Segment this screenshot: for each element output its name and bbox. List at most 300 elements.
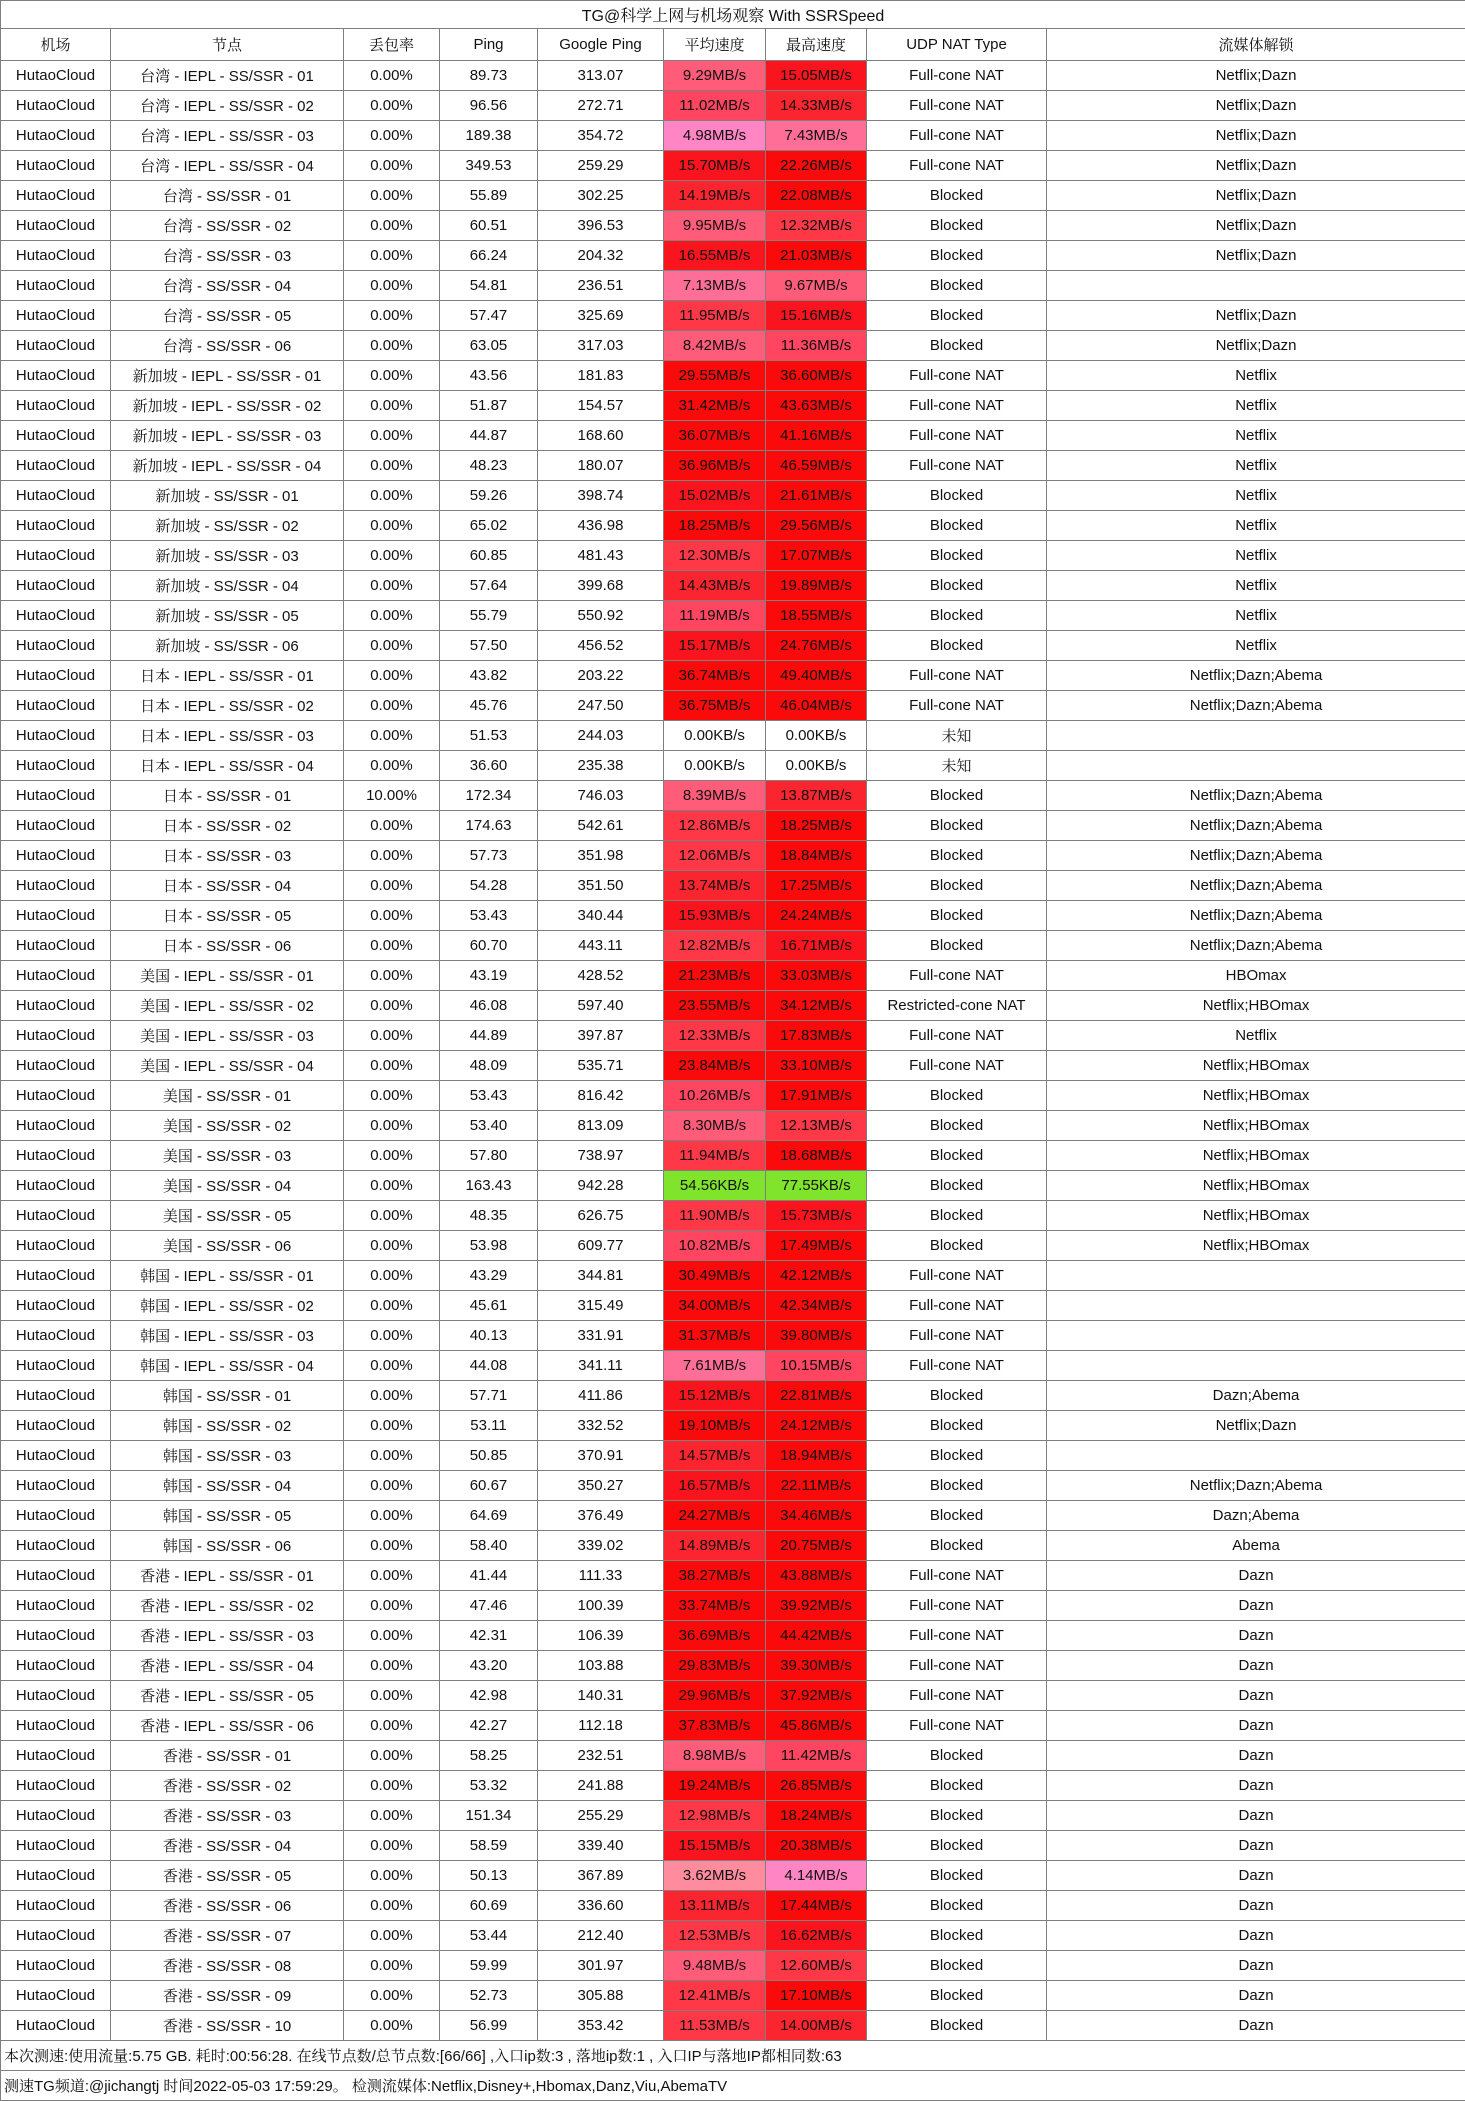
cell-udp-nat-type: Blocked [867, 1441, 1047, 1471]
table-row [1, 721, 1465, 751]
cell-node: 台湾 - IEPL - SS/SSR - 04 [111, 151, 344, 181]
cell-airport: HutaoCloud [1, 1741, 111, 1771]
cell-max-speed: 16.71MB/s [766, 931, 867, 961]
table-row [1, 1171, 1465, 1201]
cell-node: 日本 - SS/SSR - 01 [111, 781, 344, 811]
header-row [1, 29, 1465, 61]
cell-avg-speed: 23.84MB/s [664, 1051, 766, 1081]
cell-avg-speed: 14.57MB/s [664, 1441, 766, 1471]
cell-avg-speed: 11.90MB/s [664, 1201, 766, 1231]
table-row [1, 211, 1465, 241]
cell-udp-nat-type: Blocked [867, 1861, 1047, 1891]
cell-avg-speed: 4.98MB/s [664, 121, 766, 151]
cell-media-unlock: Dazn [1047, 1861, 1465, 1891]
cell-google-ping: 331.91 [538, 1321, 664, 1351]
cell-max-speed: 49.40MB/s [766, 661, 867, 691]
cell-airport: HutaoCloud [1, 1201, 111, 1231]
cell-node: 日本 - SS/SSR - 06 [111, 931, 344, 961]
table-row [1, 811, 1465, 841]
cell-ping: 58.40 [440, 1531, 538, 1561]
cell-node: 香港 - SS/SSR - 07 [111, 1921, 344, 1951]
cell-airport: HutaoCloud [1, 1921, 111, 1951]
cell-packet-loss: 0.00% [344, 1801, 440, 1831]
table-row [1, 61, 1465, 91]
cell-ping: 50.85 [440, 1441, 538, 1471]
cell-node: 新加坡 - IEPL - SS/SSR - 01 [111, 361, 344, 391]
cell-udp-nat-type: Blocked [867, 1741, 1047, 1771]
cell-packet-loss: 0.00% [344, 1381, 440, 1411]
cell-udp-nat-type: Blocked [867, 811, 1047, 841]
cell-avg-speed: 12.82MB/s [664, 931, 766, 961]
cell-media-unlock: Dazn;Abema [1047, 1381, 1465, 1411]
cell-udp-nat-type: 未知 [867, 721, 1047, 751]
table-row [1, 1441, 1465, 1471]
table-row [1, 1771, 1465, 1801]
cell-avg-speed: 11.19MB/s [664, 601, 766, 631]
cell-avg-speed: 19.24MB/s [664, 1771, 766, 1801]
cell-airport: HutaoCloud [1, 2011, 111, 2041]
cell-airport: HutaoCloud [1, 481, 111, 511]
cell-ping: 42.31 [440, 1621, 538, 1651]
cell-media-unlock [1047, 1351, 1465, 1381]
cell-ping: 36.60 [440, 751, 538, 781]
cell-avg-speed: 0.00KB/s [664, 721, 766, 751]
cell-media-unlock: Netflix [1047, 481, 1465, 511]
cell-packet-loss: 0.00% [344, 1201, 440, 1231]
cell-udp-nat-type: Restricted-cone NAT [867, 991, 1047, 1021]
column-header-media-unlock: 流媒体解锁 [1047, 29, 1465, 61]
cell-packet-loss: 0.00% [344, 1591, 440, 1621]
cell-max-speed: 17.83MB/s [766, 1021, 867, 1051]
cell-media-unlock: Netflix;Dazn [1047, 1411, 1465, 1441]
cell-airport: HutaoCloud [1, 451, 111, 481]
table-row [1, 1201, 1465, 1231]
cell-airport: HutaoCloud [1, 1321, 111, 1351]
cell-node: 香港 - IEPL - SS/SSR - 01 [111, 1561, 344, 1591]
cell-airport: HutaoCloud [1, 1501, 111, 1531]
cell-google-ping: 232.51 [538, 1741, 664, 1771]
cell-udp-nat-type: Blocked [867, 1471, 1047, 1501]
cell-packet-loss: 0.00% [344, 931, 440, 961]
cell-google-ping: 344.81 [538, 1261, 664, 1291]
cell-packet-loss: 0.00% [344, 1681, 440, 1711]
cell-packet-loss: 0.00% [344, 211, 440, 241]
cell-node: 韩国 - SS/SSR - 01 [111, 1381, 344, 1411]
cell-media-unlock: Netflix [1047, 601, 1465, 631]
cell-ping: 45.76 [440, 691, 538, 721]
cell-media-unlock [1047, 1321, 1465, 1351]
cell-ping: 45.61 [440, 1291, 538, 1321]
cell-google-ping: 353.42 [538, 2011, 664, 2041]
cell-ping: 53.44 [440, 1921, 538, 1951]
cell-node: 美国 - SS/SSR - 04 [111, 1171, 344, 1201]
cell-airport: HutaoCloud [1, 571, 111, 601]
cell-avg-speed: 15.12MB/s [664, 1381, 766, 1411]
cell-airport: HutaoCloud [1, 1711, 111, 1741]
cell-avg-speed: 36.96MB/s [664, 451, 766, 481]
cell-udp-nat-type: Full-cone NAT [867, 1291, 1047, 1321]
cell-node: 日本 - IEPL - SS/SSR - 04 [111, 751, 344, 781]
cell-ping: 40.13 [440, 1321, 538, 1351]
cell-media-unlock: Dazn [1047, 1591, 1465, 1621]
cell-node: 日本 - SS/SSR - 03 [111, 841, 344, 871]
cell-media-unlock: Netflix;Dazn [1047, 121, 1465, 151]
cell-udp-nat-type: Full-cone NAT [867, 661, 1047, 691]
cell-google-ping: 244.03 [538, 721, 664, 751]
cell-airport: HutaoCloud [1, 841, 111, 871]
cell-media-unlock: Netflix;HBOmax [1047, 1201, 1465, 1231]
cell-packet-loss: 0.00% [344, 181, 440, 211]
cell-google-ping: 255.29 [538, 1801, 664, 1831]
cell-airport: HutaoCloud [1, 1801, 111, 1831]
cell-airport: HutaoCloud [1, 931, 111, 961]
cell-max-speed: 20.38MB/s [766, 1831, 867, 1861]
cell-google-ping: 339.02 [538, 1531, 664, 1561]
table-row [1, 151, 1465, 181]
cell-airport: HutaoCloud [1, 1531, 111, 1561]
cell-airport: HutaoCloud [1, 541, 111, 571]
cell-google-ping: 398.74 [538, 481, 664, 511]
cell-udp-nat-type: Blocked [867, 1801, 1047, 1831]
cell-node: 台湾 - SS/SSR - 01 [111, 181, 344, 211]
cell-ping: 50.13 [440, 1861, 538, 1891]
cell-airport: HutaoCloud [1, 631, 111, 661]
cell-packet-loss: 0.00% [344, 1831, 440, 1861]
cell-google-ping: 301.97 [538, 1951, 664, 1981]
cell-avg-speed: 36.69MB/s [664, 1621, 766, 1651]
cell-packet-loss: 0.00% [344, 601, 440, 631]
cell-udp-nat-type: Full-cone NAT [867, 1711, 1047, 1741]
cell-max-speed: 46.04MB/s [766, 691, 867, 721]
cell-packet-loss: 0.00% [344, 661, 440, 691]
cell-avg-speed: 37.83MB/s [664, 1711, 766, 1741]
cell-media-unlock: Netflix [1047, 571, 1465, 601]
cell-airport: HutaoCloud [1, 781, 111, 811]
cell-node: 台湾 - SS/SSR - 05 [111, 301, 344, 331]
cell-node: 新加坡 - IEPL - SS/SSR - 03 [111, 421, 344, 451]
table-row [1, 571, 1465, 601]
cell-airport: HutaoCloud [1, 1111, 111, 1141]
column-header-packet-loss: 丢包率 [344, 29, 440, 61]
cell-airport: HutaoCloud [1, 1291, 111, 1321]
column-header-node: 节点 [111, 29, 344, 61]
cell-udp-nat-type: Blocked [867, 1981, 1047, 2011]
cell-google-ping: 428.52 [538, 961, 664, 991]
cell-airport: HutaoCloud [1, 271, 111, 301]
cell-airport: HutaoCloud [1, 1681, 111, 1711]
cell-udp-nat-type: Blocked [867, 331, 1047, 361]
cell-airport: HutaoCloud [1, 421, 111, 451]
cell-google-ping: 313.07 [538, 61, 664, 91]
cell-packet-loss: 0.00% [344, 1861, 440, 1891]
cell-google-ping: 341.11 [538, 1351, 664, 1381]
table-row [1, 901, 1465, 931]
cell-google-ping: 272.71 [538, 91, 664, 121]
cell-udp-nat-type: Blocked [867, 901, 1047, 931]
cell-airport: HutaoCloud [1, 1351, 111, 1381]
cell-ping: 43.20 [440, 1651, 538, 1681]
cell-google-ping: 550.92 [538, 601, 664, 631]
cell-node: 美国 - IEPL - SS/SSR - 01 [111, 961, 344, 991]
cell-google-ping: 325.69 [538, 301, 664, 331]
cell-ping: 59.26 [440, 481, 538, 511]
cell-google-ping: 367.89 [538, 1861, 664, 1891]
cell-max-speed: 37.92MB/s [766, 1681, 867, 1711]
cell-media-unlock: Dazn [1047, 1681, 1465, 1711]
cell-udp-nat-type: Blocked [867, 1141, 1047, 1171]
cell-google-ping: 351.50 [538, 871, 664, 901]
cell-max-speed: 22.08MB/s [766, 181, 867, 211]
cell-node: 香港 - SS/SSR - 01 [111, 1741, 344, 1771]
cell-media-unlock [1047, 751, 1465, 781]
cell-ping: 57.64 [440, 571, 538, 601]
cell-max-speed: 22.11MB/s [766, 1471, 867, 1501]
cell-ping: 174.63 [440, 811, 538, 841]
cell-avg-speed: 12.86MB/s [664, 811, 766, 841]
cell-node: 美国 - SS/SSR - 02 [111, 1111, 344, 1141]
cell-airport: HutaoCloud [1, 391, 111, 421]
cell-ping: 189.38 [440, 121, 538, 151]
cell-google-ping: 111.33 [538, 1561, 664, 1591]
cell-packet-loss: 0.00% [344, 121, 440, 151]
cell-packet-loss: 0.00% [344, 1501, 440, 1531]
cell-packet-loss: 0.00% [344, 871, 440, 901]
cell-packet-loss: 0.00% [344, 961, 440, 991]
cell-avg-speed: 34.00MB/s [664, 1291, 766, 1321]
cell-node: 美国 - SS/SSR - 05 [111, 1201, 344, 1231]
cell-google-ping: 339.40 [538, 1831, 664, 1861]
report-title: TG@科学上网与机场观察 With SSRSpeed [1, 1, 1465, 29]
cell-node: 香港 - SS/SSR - 10 [111, 2011, 344, 2041]
cell-node: 日本 - SS/SSR - 05 [111, 901, 344, 931]
cell-max-speed: 21.61MB/s [766, 481, 867, 511]
cell-avg-speed: 54.56KB/s [664, 1171, 766, 1201]
cell-node: 新加坡 - SS/SSR - 01 [111, 481, 344, 511]
cell-packet-loss: 0.00% [344, 1111, 440, 1141]
cell-udp-nat-type: Blocked [867, 871, 1047, 901]
cell-airport: HutaoCloud [1, 1561, 111, 1591]
cell-node: 韩国 - SS/SSR - 06 [111, 1531, 344, 1561]
table-row [1, 961, 1465, 991]
cell-max-speed: 18.25MB/s [766, 811, 867, 841]
cell-media-unlock: Netflix;HBOmax [1047, 1141, 1465, 1171]
table-row [1, 331, 1465, 361]
cell-packet-loss: 0.00% [344, 1741, 440, 1771]
cell-packet-loss: 0.00% [344, 631, 440, 661]
cell-max-speed: 17.44MB/s [766, 1891, 867, 1921]
cell-media-unlock: Netflix;Dazn;Abema [1047, 871, 1465, 901]
cell-udp-nat-type: Blocked [867, 1201, 1047, 1231]
cell-ping: 53.11 [440, 1411, 538, 1441]
cell-airport: HutaoCloud [1, 1411, 111, 1441]
cell-airport: HutaoCloud [1, 511, 111, 541]
cell-avg-speed: 31.42MB/s [664, 391, 766, 421]
table-row [1, 1621, 1465, 1651]
cell-ping: 60.70 [440, 931, 538, 961]
cell-google-ping: 738.97 [538, 1141, 664, 1171]
cell-avg-speed: 8.98MB/s [664, 1741, 766, 1771]
cell-airport: HutaoCloud [1, 1951, 111, 1981]
cell-avg-speed: 11.95MB/s [664, 301, 766, 331]
cell-node: 日本 - IEPL - SS/SSR - 01 [111, 661, 344, 691]
cell-udp-nat-type: Full-cone NAT [867, 361, 1047, 391]
table-row [1, 1381, 1465, 1411]
cell-ping: 60.85 [440, 541, 538, 571]
cell-google-ping: 332.52 [538, 1411, 664, 1441]
cell-node: 新加坡 - SS/SSR - 06 [111, 631, 344, 661]
cell-google-ping: 376.49 [538, 1501, 664, 1531]
cell-node: 美国 - IEPL - SS/SSR - 02 [111, 991, 344, 1021]
cell-media-unlock: Netflix [1047, 631, 1465, 661]
cell-avg-speed: 12.30MB/s [664, 541, 766, 571]
cell-packet-loss: 0.00% [344, 811, 440, 841]
cell-node: 香港 - IEPL - SS/SSR - 06 [111, 1711, 344, 1741]
summary-stats-text: 本次测速:使用流量:5.75 GB. 耗时:00:56:28. 在线节点数/总节点数:[66/66] ,入口ip数:3 , 落地ip数:1 , 入口IP与落地IP都相同数:63 [1, 2041, 1465, 2071]
cell-media-unlock: Abema [1047, 1531, 1465, 1561]
cell-max-speed: 4.14MB/s [766, 1861, 867, 1891]
cell-media-unlock: Netflix;HBOmax [1047, 1171, 1465, 1201]
cell-udp-nat-type: Full-cone NAT [867, 1261, 1047, 1291]
cell-udp-nat-type: Blocked [867, 781, 1047, 811]
cell-avg-speed: 12.41MB/s [664, 1981, 766, 2011]
cell-media-unlock: Netflix;Dazn [1047, 301, 1465, 331]
table-row [1, 661, 1465, 691]
cell-udp-nat-type: Full-cone NAT [867, 1651, 1047, 1681]
cell-ping: 58.59 [440, 1831, 538, 1861]
cell-node: 香港 - SS/SSR - 05 [111, 1861, 344, 1891]
cell-node: 台湾 - SS/SSR - 02 [111, 211, 344, 241]
cell-packet-loss: 0.00% [344, 1021, 440, 1051]
cell-media-unlock: Netflix;Dazn [1047, 181, 1465, 211]
table-row [1, 1951, 1465, 1981]
table-row [1, 871, 1465, 901]
cell-media-unlock: Netflix;HBOmax [1047, 1051, 1465, 1081]
cell-node: 韩国 - IEPL - SS/SSR - 02 [111, 1291, 344, 1321]
cell-node: 新加坡 - SS/SSR - 03 [111, 541, 344, 571]
cell-udp-nat-type: Blocked [867, 631, 1047, 661]
table-row [1, 1351, 1465, 1381]
cell-packet-loss: 0.00% [344, 271, 440, 301]
cell-packet-loss: 0.00% [344, 1981, 440, 2011]
cell-google-ping: 241.88 [538, 1771, 664, 1801]
cell-udp-nat-type: Full-cone NAT [867, 691, 1047, 721]
channel-row [1, 2071, 1465, 2101]
cell-node: 日本 - IEPL - SS/SSR - 02 [111, 691, 344, 721]
cell-udp-nat-type: Blocked [867, 301, 1047, 331]
cell-udp-nat-type: Blocked [867, 241, 1047, 271]
cell-airport: HutaoCloud [1, 961, 111, 991]
cell-max-speed: 33.10MB/s [766, 1051, 867, 1081]
cell-packet-loss: 0.00% [344, 541, 440, 571]
cell-avg-speed: 19.10MB/s [664, 1411, 766, 1441]
cell-max-speed: 15.16MB/s [766, 301, 867, 331]
cell-udp-nat-type: Blocked [867, 931, 1047, 961]
table-row [1, 1561, 1465, 1591]
cell-media-unlock [1047, 271, 1465, 301]
cell-packet-loss: 0.00% [344, 721, 440, 751]
cell-ping: 54.81 [440, 271, 538, 301]
cell-udp-nat-type: Full-cone NAT [867, 151, 1047, 181]
cell-airport: HutaoCloud [1, 211, 111, 241]
cell-node: 美国 - IEPL - SS/SSR - 03 [111, 1021, 344, 1051]
cell-udp-nat-type: Blocked [867, 1501, 1047, 1531]
cell-media-unlock: Dazn [1047, 1801, 1465, 1831]
cell-ping: 44.89 [440, 1021, 538, 1051]
cell-avg-speed: 15.02MB/s [664, 481, 766, 511]
cell-udp-nat-type: Blocked [867, 2011, 1047, 2041]
cell-packet-loss: 0.00% [344, 1531, 440, 1561]
column-header-avg-speed: 平均速度 [664, 29, 766, 61]
cell-packet-loss: 0.00% [344, 1921, 440, 1951]
cell-node: 新加坡 - SS/SSR - 04 [111, 571, 344, 601]
table-row [1, 1321, 1465, 1351]
cell-media-unlock: Netflix;HBOmax [1047, 1231, 1465, 1261]
cell-packet-loss: 0.00% [344, 2011, 440, 2041]
cell-avg-speed: 23.55MB/s [664, 991, 766, 1021]
cell-avg-speed: 10.82MB/s [664, 1231, 766, 1261]
cell-airport: HutaoCloud [1, 1621, 111, 1651]
cell-max-speed: 12.60MB/s [766, 1951, 867, 1981]
cell-node: 美国 - SS/SSR - 06 [111, 1231, 344, 1261]
table-row [1, 1081, 1465, 1111]
cell-max-speed: 43.88MB/s [766, 1561, 867, 1591]
table-row [1, 511, 1465, 541]
cell-udp-nat-type: Full-cone NAT [867, 1621, 1047, 1651]
cell-max-speed: 17.07MB/s [766, 541, 867, 571]
cell-ping: 60.69 [440, 1891, 538, 1921]
cell-google-ping: 350.27 [538, 1471, 664, 1501]
cell-max-speed: 19.89MB/s [766, 571, 867, 601]
cell-udp-nat-type: Blocked [867, 1921, 1047, 1951]
table-row [1, 781, 1465, 811]
cell-media-unlock: HBOmax [1047, 961, 1465, 991]
cell-node: 台湾 - SS/SSR - 03 [111, 241, 344, 271]
cell-max-speed: 77.55KB/s [766, 1171, 867, 1201]
cell-airport: HutaoCloud [1, 1591, 111, 1621]
cell-udp-nat-type: Blocked [867, 211, 1047, 241]
cell-udp-nat-type: Blocked [867, 1231, 1047, 1261]
cell-node: 香港 - IEPL - SS/SSR - 05 [111, 1681, 344, 1711]
cell-max-speed: 18.68MB/s [766, 1141, 867, 1171]
column-header-ping: Ping [440, 29, 538, 61]
cell-node: 韩国 - IEPL - SS/SSR - 03 [111, 1321, 344, 1351]
cell-max-speed: 42.34MB/s [766, 1291, 867, 1321]
cell-google-ping: 396.53 [538, 211, 664, 241]
cell-packet-loss: 0.00% [344, 61, 440, 91]
cell-google-ping: 813.09 [538, 1111, 664, 1141]
cell-udp-nat-type: Blocked [867, 1381, 1047, 1411]
cell-media-unlock: Netflix;HBOmax [1047, 1111, 1465, 1141]
cell-udp-nat-type: Full-cone NAT [867, 1351, 1047, 1381]
cell-ping: 54.28 [440, 871, 538, 901]
cell-media-unlock: Netflix;Dazn;Abema [1047, 901, 1465, 931]
cell-packet-loss: 0.00% [344, 151, 440, 181]
cell-media-unlock: Netflix;Dazn [1047, 61, 1465, 91]
cell-airport: HutaoCloud [1, 361, 111, 391]
cell-avg-speed: 21.23MB/s [664, 961, 766, 991]
cell-max-speed: 20.75MB/s [766, 1531, 867, 1561]
cell-ping: 48.23 [440, 451, 538, 481]
cell-airport: HutaoCloud [1, 691, 111, 721]
cell-google-ping: 481.43 [538, 541, 664, 571]
cell-packet-loss: 0.00% [344, 1081, 440, 1111]
cell-udp-nat-type: Blocked [867, 1531, 1047, 1561]
cell-packet-loss: 0.00% [344, 751, 440, 781]
cell-avg-speed: 14.43MB/s [664, 571, 766, 601]
cell-packet-loss: 0.00% [344, 1321, 440, 1351]
cell-node: 台湾 - IEPL - SS/SSR - 02 [111, 91, 344, 121]
cell-google-ping: 436.98 [538, 511, 664, 541]
